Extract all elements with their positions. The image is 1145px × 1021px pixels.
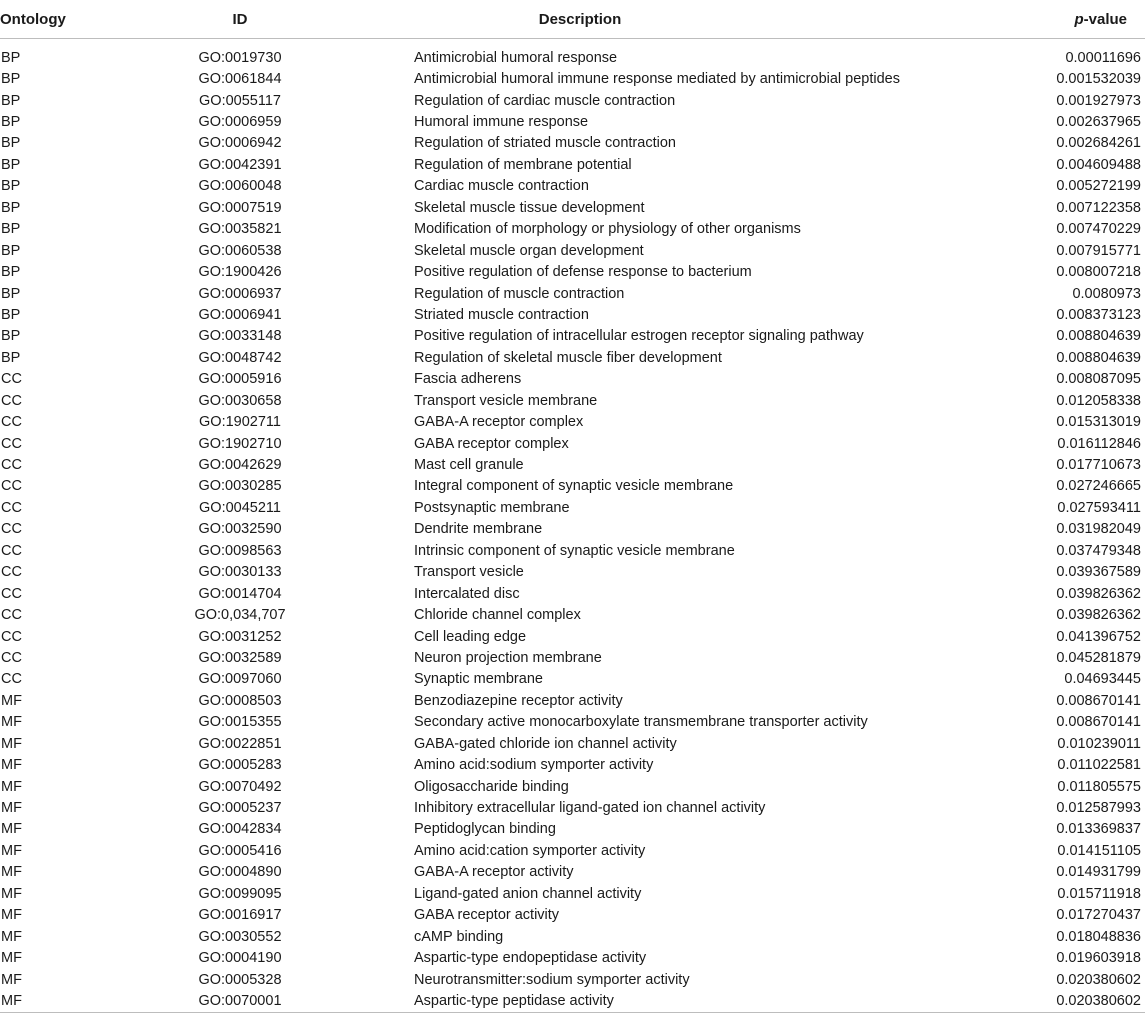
pvalue-cell: 0.008804639	[1056, 328, 1141, 345]
id-cell: GO:0048742	[198, 349, 282, 366]
pvalue-cell: 0.001532039	[1056, 71, 1141, 88]
description-cell: Integral component of synaptic vesicle membrane	[414, 478, 734, 495]
ontology-cell: MF	[1, 907, 22, 924]
id-cell: GO:0042629	[198, 457, 282, 474]
description-cell: Inhibitory extracellular ligand-gated ion channel activity	[414, 800, 766, 817]
table-row	[0, 905, 1145, 926]
description-cell: Secondary active monocarboxylate transmembrane transporter activity	[414, 714, 868, 731]
pvalue-cell: 0.014151105	[1057, 842, 1141, 859]
description-cell: Peptidoglycan binding	[414, 821, 556, 838]
description-cell: Oligosaccharide binding	[414, 778, 569, 795]
ontology-cell: CC	[1, 607, 22, 624]
table-row	[0, 647, 1145, 668]
ontology-cell: MF	[1, 971, 22, 988]
pvalue-cell: 0.015313019	[1056, 414, 1141, 431]
description-cell: Positive regulation of intracellular estrogen receptor signaling pathway	[414, 328, 864, 345]
pvalue-cell: 0.010239011	[1057, 735, 1141, 752]
table-row	[0, 883, 1145, 904]
ontology-cell: CC	[1, 671, 22, 688]
id-cell: GO:0030552	[198, 928, 282, 945]
header-pvalue: p-value	[988, 0, 1145, 39]
description-cell: Amino acid:sodium symporter activity	[414, 757, 654, 774]
ontology-cell: CC	[1, 478, 22, 495]
id-cell: GO:0006959	[198, 114, 282, 131]
pvalue-cell: 0.008007218	[1056, 264, 1141, 281]
id-cell: GO:0005916	[198, 371, 282, 388]
id-cell: GO:0098563	[198, 542, 282, 559]
pvalue-cell: 0.0080973	[1072, 285, 1141, 302]
ontology-cell: MF	[1, 821, 22, 838]
table-row	[0, 454, 1145, 475]
ontology-cell: BP	[1, 199, 21, 216]
description-cell: Intrinsic component of synaptic vesicle membrane	[414, 542, 735, 559]
description-cell: Positive regulation of defense response to bacterium	[414, 264, 752, 281]
id-cell: GO:0005237	[198, 800, 282, 817]
table-row	[0, 240, 1145, 261]
table-row	[0, 690, 1145, 711]
pvalue-cell: 0.04693445	[1064, 671, 1141, 688]
id-cell: GO:0004190	[198, 950, 282, 967]
table-row	[0, 519, 1145, 540]
id-cell: GO:0005283	[198, 757, 282, 774]
description-cell: Cell leading edge	[414, 628, 527, 645]
table-row	[0, 754, 1145, 775]
id-cell: GO:0005416	[198, 842, 282, 859]
pvalue-cell: 0.037479348	[1056, 542, 1141, 559]
table-row	[0, 68, 1145, 89]
table-row	[0, 583, 1145, 604]
ontology-cell: MF	[1, 692, 22, 709]
bottom-rule	[0, 1012, 1145, 1013]
ontology-cell: CC	[1, 457, 22, 474]
table-row	[0, 604, 1145, 625]
description-cell: Neuron projection membrane	[414, 649, 602, 666]
ontology-cell: MF	[1, 757, 22, 774]
id-cell: GO:0,034,707	[194, 607, 286, 624]
id-cell: GO:0016917	[198, 907, 282, 924]
table-row	[0, 626, 1145, 647]
description-cell: Mast cell granule	[414, 457, 524, 474]
id-cell: GO:0030285	[198, 478, 282, 495]
description-cell: Transport vesicle	[414, 564, 524, 581]
pvalue-cell: 0.005272199	[1056, 178, 1141, 195]
header-description: Description	[320, 0, 988, 39]
table-row	[0, 326, 1145, 347]
id-cell: GO:0006942	[198, 135, 282, 152]
id-cell: GO:0099095	[198, 885, 282, 902]
pvalue-cell: 0.011022581	[1057, 757, 1141, 774]
table-row	[0, 197, 1145, 218]
ontology-cell: CC	[1, 649, 22, 666]
id-cell: GO:0008503	[198, 692, 282, 709]
id-cell: GO:0060538	[198, 242, 282, 259]
description-cell: Benzodiazepine receptor activity	[414, 692, 623, 709]
ontology-cell: BP	[1, 114, 21, 131]
description-cell: Amino acid:cation symporter activity	[414, 842, 646, 859]
ontology-cell: CC	[1, 628, 22, 645]
pvalue-cell: 0.011805575	[1057, 778, 1141, 795]
pvalue-cell: 0.012058338	[1056, 392, 1141, 409]
description-cell: Synaptic membrane	[414, 671, 543, 688]
description-cell: Skeletal muscle organ development	[414, 242, 644, 259]
ontology-cell: CC	[1, 435, 22, 452]
ontology-cell: CC	[1, 585, 22, 602]
ontology-cell: BP	[1, 221, 21, 238]
pvalue-cell: 0.00011696	[1065, 49, 1141, 66]
description-cell: GABA receptor complex	[414, 435, 569, 452]
id-cell: GO:0005328	[198, 971, 282, 988]
description-cell: Antimicrobial humoral immune response mediated by antimicrobial peptides	[414, 71, 900, 88]
table-row	[0, 862, 1145, 883]
pvalue-cell: 0.019603918	[1056, 950, 1141, 967]
ontology-cell: MF	[1, 885, 22, 902]
id-cell: GO:0006941	[198, 306, 282, 323]
description-cell: Regulation of membrane potential	[414, 156, 632, 173]
pvalue-cell: 0.027246665	[1056, 478, 1141, 495]
ontology-cell: CC	[1, 392, 22, 409]
pvalue-cell: 0.017270437	[1056, 907, 1141, 924]
pvalue-cell: 0.018048836	[1056, 928, 1141, 945]
description-cell: GABA-A receptor activity	[414, 864, 574, 881]
table-row	[0, 776, 1145, 797]
description-cell: Aspartic-type peptidase activity	[414, 992, 614, 1009]
pvalue-cell: 0.007470229	[1056, 221, 1141, 238]
pvalue-cell: 0.039826362	[1056, 585, 1141, 602]
pvalue-cell: 0.008373123	[1056, 306, 1141, 323]
description-cell: Neurotransmitter:sodium symporter activity	[414, 971, 690, 988]
ontology-cell: MF	[1, 992, 22, 1009]
table-row	[0, 219, 1145, 240]
pvalue-cell: 0.004609488	[1056, 156, 1141, 173]
header-ontology: Ontology	[0, 0, 160, 39]
table-row	[0, 433, 1145, 454]
ontology-cell: CC	[1, 521, 22, 538]
pvalue-cell: 0.014931799	[1056, 864, 1141, 881]
table-row	[0, 476, 1145, 497]
id-cell: GO:0015355	[198, 714, 282, 731]
ontology-cell: CC	[1, 564, 22, 581]
id-cell: GO:0070001	[198, 992, 282, 1009]
pvalue-cell: 0.045281879	[1056, 649, 1141, 666]
ontology-cell: BP	[1, 285, 21, 302]
ontology-cell: MF	[1, 714, 22, 731]
pvalue-cell: 0.016112846	[1057, 435, 1141, 452]
pvalue-cell: 0.008087095	[1056, 371, 1141, 388]
description-cell: Regulation of cardiac muscle contraction	[414, 92, 676, 109]
description-cell: Postsynaptic membrane	[414, 499, 570, 516]
ontology-cell: CC	[1, 499, 22, 516]
description-cell: Transport vesicle membrane	[414, 392, 598, 409]
id-cell: GO:1902710	[198, 435, 282, 452]
ontology-cell: BP	[1, 242, 21, 259]
pvalue-cell: 0.008670141	[1056, 692, 1141, 709]
description-cell: Modification of morphology or physiology of other organisms	[414, 221, 801, 238]
table-row	[0, 111, 1145, 132]
ontology-cell: BP	[1, 135, 21, 152]
table-row	[0, 261, 1145, 282]
id-cell: GO:0006937	[198, 285, 282, 302]
table-row	[0, 154, 1145, 175]
description-cell: Striated muscle contraction	[414, 306, 589, 323]
id-cell: GO:0032590	[198, 521, 282, 538]
table-row	[0, 90, 1145, 111]
ontology-cell: BP	[1, 71, 21, 88]
id-cell: GO:0035821	[198, 221, 282, 238]
id-cell: GO:0097060	[198, 671, 282, 688]
id-cell: GO:0031252	[198, 628, 282, 645]
table-row	[0, 990, 1145, 1011]
pvalue-cell: 0.001927973	[1056, 92, 1141, 109]
pvalue-cell: 0.008804639	[1056, 349, 1141, 366]
id-cell: GO:0033148	[198, 328, 282, 345]
description-cell: Intercalated disc	[414, 585, 520, 602]
description-cell: GABA receptor activity	[414, 907, 560, 924]
table-row	[0, 176, 1145, 197]
table-row	[0, 797, 1145, 818]
spacer-row	[0, 39, 1145, 48]
pvalue-cell: 0.039367589	[1056, 564, 1141, 581]
ontology-cell: BP	[1, 156, 21, 173]
table-row	[0, 283, 1145, 304]
table-row	[0, 390, 1145, 411]
table-row	[0, 926, 1145, 947]
table-row	[0, 712, 1145, 733]
ontology-cell: MF	[1, 735, 22, 752]
description-cell: Fascia adherens	[414, 371, 522, 388]
ontology-cell: CC	[1, 371, 22, 388]
description-cell: GABA-A receptor complex	[414, 414, 584, 431]
pvalue-cell: 0.008670141	[1056, 714, 1141, 731]
description-cell: Regulation of muscle contraction	[414, 285, 625, 302]
pvalue-cell: 0.017710673	[1056, 457, 1141, 474]
table-row	[0, 304, 1145, 325]
ontology-cell: BP	[1, 306, 21, 323]
ontology-cell: BP	[1, 178, 21, 195]
ontology-cell: BP	[1, 349, 21, 366]
id-cell: GO:0042391	[198, 156, 282, 173]
description-cell: Ligand-gated anion channel activity	[414, 885, 642, 902]
pvalue-cell: 0.039826362	[1056, 607, 1141, 624]
description-cell: Cardiac muscle contraction	[414, 178, 589, 195]
pvalue-cell: 0.002637965	[1056, 114, 1141, 131]
pvalue-cell: 0.031982049	[1056, 521, 1141, 538]
ontology-cell: CC	[1, 542, 22, 559]
description-cell: Humoral immune response	[414, 114, 589, 131]
description-cell: Regulation of striated muscle contraction	[414, 135, 676, 152]
ontology-cell: MF	[1, 778, 22, 795]
ontology-cell: CC	[1, 414, 22, 431]
table-row	[0, 947, 1145, 968]
table-row	[0, 669, 1145, 690]
description-cell: cAMP binding	[414, 928, 504, 945]
pvalue-cell: 0.007915771	[1056, 242, 1141, 259]
id-cell: GO:0032589	[198, 649, 282, 666]
ontology-cell: BP	[1, 92, 21, 109]
ontology-cell: BP	[1, 264, 21, 281]
ontology-cell: MF	[1, 928, 22, 945]
description-cell: Antimicrobial humoral response	[414, 49, 618, 66]
description-cell: Regulation of skeletal muscle fiber development	[414, 349, 722, 366]
table-row	[0, 47, 1145, 68]
header-id: ID	[160, 0, 320, 39]
pvalue-cell: 0.015711918	[1057, 885, 1141, 902]
table-row	[0, 969, 1145, 990]
pvalue-cell: 0.027593411	[1057, 499, 1141, 516]
header-row	[0, 0, 1145, 39]
id-cell: GO:0019730	[198, 49, 282, 66]
table-row	[0, 411, 1145, 432]
table-row	[0, 562, 1145, 583]
pvalue-cell: 0.020380602	[1056, 992, 1141, 1009]
table-row	[0, 819, 1145, 840]
table-row	[0, 540, 1145, 561]
description-cell: Dendrite membrane	[414, 521, 543, 538]
id-cell: GO:0030133	[198, 564, 282, 581]
id-cell: GO:0004890	[198, 864, 282, 881]
id-cell: GO:0014704	[198, 585, 282, 602]
id-cell: GO:1900426	[198, 264, 282, 281]
description-cell: Aspartic-type endopeptidase activity	[414, 950, 647, 967]
ontology-cell: MF	[1, 842, 22, 859]
table-row	[0, 733, 1145, 754]
description-cell: Chloride channel complex	[414, 607, 581, 624]
id-cell: GO:0007519	[198, 199, 282, 216]
table-row	[0, 133, 1145, 154]
table-row	[0, 369, 1145, 390]
id-cell: GO:0060048	[198, 178, 282, 195]
id-cell: GO:0022851	[198, 735, 282, 752]
ontology-cell: MF	[1, 800, 22, 817]
pvalue-cell: 0.012587993	[1056, 800, 1141, 817]
pvalue-cell: 0.041396752	[1056, 628, 1141, 645]
id-cell: GO:0061844	[198, 71, 282, 88]
id-cell: GO:0070492	[198, 778, 282, 795]
table-row	[0, 497, 1145, 518]
id-cell: GO:0055117	[199, 92, 281, 109]
id-cell: GO:0030658	[198, 392, 282, 409]
ontology-cell: BP	[1, 49, 21, 66]
ontology-cell: MF	[1, 864, 22, 881]
pvalue-cell: 0.007122358	[1056, 199, 1141, 216]
description-cell: Skeletal muscle tissue development	[414, 199, 645, 216]
ontology-cell: MF	[1, 950, 22, 967]
pvalue-cell: 0.013369837	[1056, 821, 1141, 838]
pvalue-cell: 0.020380602	[1056, 971, 1141, 988]
table-row	[0, 347, 1145, 368]
table-row	[0, 840, 1145, 861]
id-cell: GO:1902711	[199, 414, 281, 431]
ontology-cell: BP	[1, 328, 21, 345]
pvalue-cell: 0.002684261	[1056, 135, 1141, 152]
description-cell: GABA-gated chloride ion channel activity	[414, 735, 677, 752]
id-cell: GO:0042834	[198, 821, 282, 838]
id-cell: GO:0045211	[199, 499, 281, 516]
